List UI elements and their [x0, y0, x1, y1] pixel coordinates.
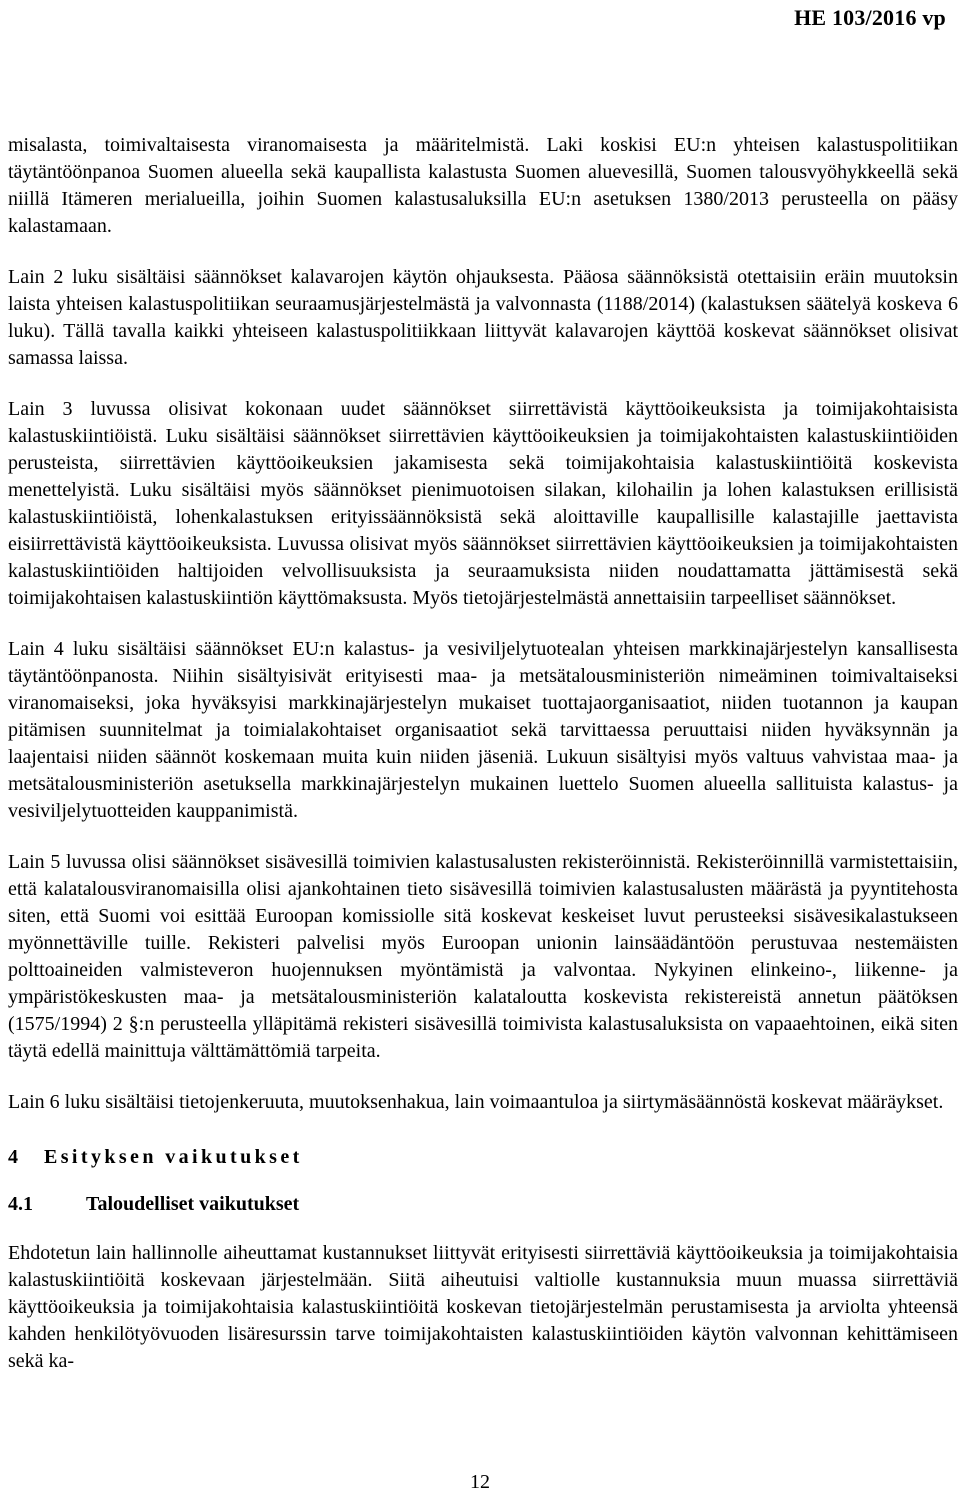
- paragraph-economic-effects: Ehdotetun lain hallinnolle aiheuttamat kustannukset liittyvät erityisesti siirrettäviä käyttöoikeuksia ja toimijakohtaisia kalastuskiintiöitä koskevaan järjestelmään. Siitä aiheutuisi valtiolle kustannuksia muun muassa siirrettäviä käyttöoikeuksia ja toimijakohtaisia kalastuskiintiöitä koskevan tietojärjestelmän perustamisesta ja arviolta yhteensä kahden henkilötyövuoden lisäresurssin tarve toimijakohtaisten kalastuskiintiöiden käytön valvonnan kehittämiseen sekä ka-: [8, 1242, 958, 1372]
- subsection-heading-number: 4.1: [8, 1193, 33, 1215]
- subsection-heading-title: Taloudelliset vaikutukset: [86, 1193, 300, 1215]
- paragraph-chapter-5: Lain 5 luvussa olisi säännökset sisävesillä toimivien kalastusalusten rekisteröinnistä. Rekisteröinnillä varmistettaisiin, että kalatalousviranomaisilla olisi ajankohtainen tieto sisävesillä toimivien kalastusalusten määrästä ja pyyntitehosta siten, että Suomi voi esittää Euroopan komissiolle sitä koskevat keskeiset luvut perusteeksi sisävesikalastukseen myönnettäville tuille. Rekisteri palvelisi myös Euroopan unionin lainsäädäntöön perustuvaa nestemäisten polttoaineiden valmisteveron huojennuksen myöntämistä ja valvontaa. Nykyinen elinkeino-, liikenne- ja ympäristökeskusten maa- ja metsätalousministeriön kalataloutta koskevista rekistereistä annetun päätöksen (1575/1994) 2 §:n perusteella ylläpitämä rekisteri sisävesillä toimivista kalastusaluksista on vapaaehtoinen, eikä siten täytä edellä mainittuja välttämättömiä tarpeita.: [8, 851, 958, 1062]
- paragraph-chapter-6: Lain 6 luku sisältäisi tietojenkeruuta, muutoksenhakua, lain voimaantuloa ja siirtymäsäännöstä koskevat määräykset.: [8, 1091, 944, 1113]
- section-heading-title: Esityksen vaikutukset: [44, 1146, 303, 1168]
- paragraph-chapter-4: Lain 4 luku sisältäisi säännökset EU:n kalastus- ja vesiviljelytuotealan yhteisen markkinajärjestelyn kansallisesta täytäntöönpanosta. Niihin sisältyisivät erityisesti maa- ja metsätalousministeriön nimeäminen toimivaltaiseksi viranomaiseksi, joka hyväksyisi markkinajärjestelyn mukaiset tuottajaorganisaatiot, niiden tuotannon ja kaupan pitämisen suunnitelmat ja toimialakohtaiset organisaatiot sekä tarvittaessa peruuttaisi niiden hyväksynnän ja laajentaisi niiden säännöt koskemaan muita kuin niiden jäseniä. Lukuun sisältyisi myös valtuus vahvistaa maa- ja metsätalousministeriön asetuksella markkinajärjestelyn mukainen luettelo Suomen alueella sallituista kalastus- ja vesiviljelytuotteiden kauppanimistä.: [8, 638, 958, 822]
- paragraph-intro-continuation: misalasta, toimivaltaisesta viranomaisesta ja määritelmistä. Laki koskisi EU:n yhteisen kalastuspolitiikan täytäntöönpanoa Suomen alueella sekä kaupallista kalastusta Suomen aluevesillä, Suomen talousvyöhykkeellä sekä niillä Itämeren merialueilla, joihin Suomen kalastusaluksilla EU:n asetuksen 1380/2013 perusteella on pääsy kalastamaan.: [8, 134, 958, 237]
- document-id-header: HE 103/2016 vp: [794, 5, 946, 30]
- page-number: 12: [470, 1471, 490, 1493]
- subsection-heading: [8, 1191, 958, 1218]
- paragraph-chapter-3: Lain 3 luvussa olisivat kokonaan uudet säännökset siirrettävistä käyttöoikeuksista ja toimijakohtaisista kalastuskiintiöistä. Luku sisältäisi säännökset siirrettävien käyttöoikeuksien ja toimijakohtaisten kalastuskiintiöiden perusteista, siirrettävien käyttöoikeuksien jakamisesta sekä toimijakohtaisia kalastuskiintiöitä koskevista menettelyistä. Luku sisältäisi myös säännökset pienimuotoisen silakan, kilohailin ja lohen kalastuksen erillisistä kalastuskiintiöistä, lohenkalastuksen erityissäännöksistä sekä aloittaville kaupallisille kalastajille jaettavista eisiirrettävistä käyttöoikeuksista. Luvussa olisivat myös säännökset siirrettävien käyttöoikeuksien ja toimijakohtaisten kalastuskiintiöiden haltijoiden velvollisuuksista ja seuraamuksista niiden noudattamatta jättämisestä sekä toimijakohtaisen kalastuskiintiön käyttömaksusta. Myös tietojärjestelmästä annettaisiin tarpeelliset säännökset.: [8, 398, 958, 609]
- paragraph-chapter-2: Lain 2 luku sisältäisi säännökset kalavarojen käytön ohjauksesta. Pääosa säännöksistä otettaisiin eräin muutoksin laista yhteisen kalastuspolitiikan seuraamusjärjestelmästä ja valvonnasta (1188/2014) (kalastuksen säätelyä koskeva 6 luku). Tällä tavalla kaikki yhteiseen kalastuspolitiikkaan liittyvät kalavarojen käyttöä koskevat säännökset olisivat samassa laissa.: [8, 266, 958, 369]
- section-heading: [8, 1144, 958, 1171]
- section-heading-number: 4: [8, 1146, 18, 1168]
- document-body: [8, 132, 958, 1399]
